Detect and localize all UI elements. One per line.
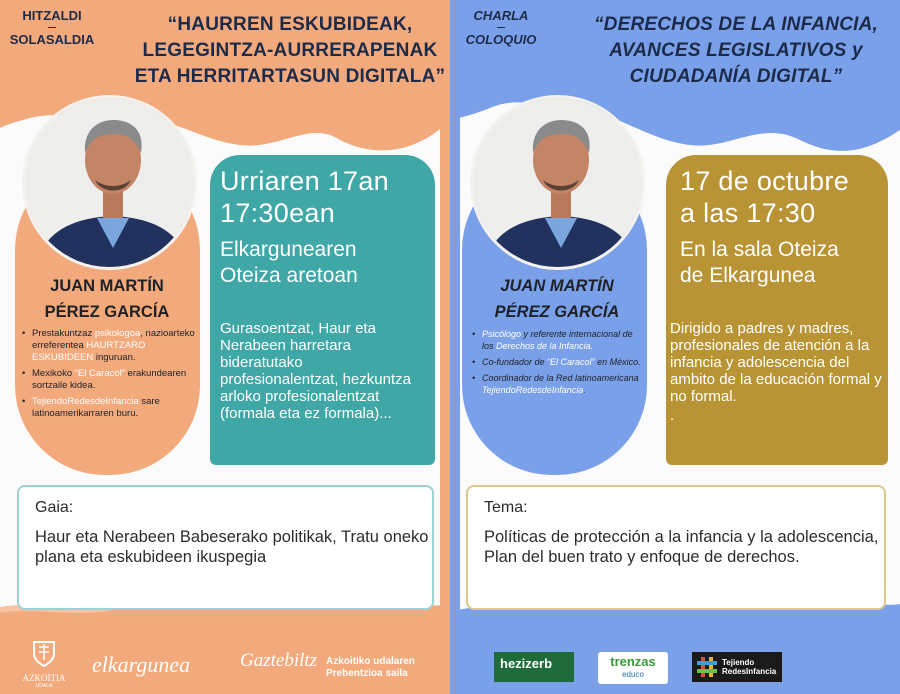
event-date: Urriaren 17an [220,166,389,196]
bio-item: • Psicólogo y referente internacional de los Derechos de la Infancia. [472,328,642,352]
topic-label: Tema: [484,499,528,516]
target-audience: Gurasoentzat, Haur eta Nerabeen harretara bideratutako profesionalentzat, hezkuntza arloko profesionalentzat (formala eta ez formala)... [220,320,411,422]
elkargunea-logo: elkargunea [92,652,191,677]
gaztebiltz-logo: Gaztebiltz [240,650,318,671]
speaker-name-line-1: JUAN MARTÍN [50,277,164,295]
speaker-name [472,273,642,325]
tag-line-2: SOLASALDIA [9,32,95,47]
tag-divider [497,27,505,28]
azkoitia-logo-text: AZKOITIA [22,673,66,683]
speaker-name-line-2: PÉREZ GARCÍA [44,303,170,321]
event-time: 17:30ean [220,198,336,228]
azkoitia-logo [18,638,70,690]
event-place-line-1: En la sala Oteiza [680,238,839,261]
portrait-figure [25,98,197,270]
prevention-logo-line-1: Azkoitiko udalaren [326,656,415,667]
prevention-logo-line-2: Prebentzioa saila [326,668,408,679]
event-time: a las 17:30 [680,198,816,228]
topic-box [17,485,434,610]
event-type-tag [6,6,98,49]
speaker-photo [470,95,645,270]
tag-line-1: CHARLA [473,8,529,23]
event-headline: “HAURREN ESKUBIDEAK, LEGEGINTZA-AURRERAPENAK ETA HERRITARTASUN DIGITALA” [134,14,446,87]
event-date: 17 de octubre [680,166,850,196]
hezizerb-logo [494,652,574,682]
speaker-name-line-2: PÉREZ GARCÍA [494,303,620,321]
panel-spanish [450,0,900,694]
bio-item: • Coordinador de la Red latinoamericana TejiendoRedesdeInfancia. [472,372,642,396]
event-place-line-2: de Elkargunea [680,264,816,287]
bio-item: • Co-fundador de “El Caracol” en México. [472,356,642,368]
trenzas-logo-subtext: educo [622,670,644,679]
coat-of-arms-icon [29,638,59,668]
event-headline: “DERECHOS DE LA INFANCIA, AVANCES LEGISLATIVOS y CIUDADANÍA DIGITAL” [593,14,879,87]
speaker-name [22,273,192,325]
speaker-name-line-1: JUAN MARTÍN [500,277,614,295]
speaker-bio-list [22,328,198,424]
speaker-bio-list [472,328,642,400]
event-place-line-2: Oteiza aretoan [220,264,358,287]
speaker-photo [22,95,197,270]
topic-text: Haur eta Nerabeen Babeserako politikak, Tratu oneko plana eta eskubideen ikuspegia [35,528,429,566]
hezizerb-logo-text: hezizerb [500,656,553,671]
bio-item: • TejiendoRedesdeInfancia sare latinoamerikarraren buru. [22,396,198,420]
trenzas-logo-text: trenzas [610,654,656,669]
target-audience: Dirigido a padres y madres, profesionales de atención a la infancia y adolescencia del ambito de la educación formal y no formal. [670,320,882,405]
hash-icon [696,656,718,678]
date-place-card [666,155,888,465]
date-place-card [210,155,435,465]
portrait-figure [473,98,645,270]
event-type-tag [462,6,540,49]
tejiendo-logo-line-1: Tejiendo [722,658,755,667]
trenzas-logo [598,652,668,684]
azkoitia-prevention-logo [326,656,415,680]
topic-text: Políticas de protección a la infancia y la adolescencia, Plan del buen trato y enfoque de derechos. [484,528,879,566]
tag-line-2: COLOQUIO [465,32,537,47]
tejiendo-logo-line-2: RedesInfancia [722,667,777,676]
tejiendo-redes-logo [692,652,782,682]
topic-box [466,485,886,610]
bio-item: • Mexikoko “El Caracol” erakundearen sortzaile kidea. [22,368,198,392]
tag-divider [48,27,56,28]
event-place-line-1: Elkargunearen [220,238,357,261]
audience-trailing-dot: . [670,407,675,424]
tag-line-1: HITZALDI [22,8,82,23]
topic-label: Gaia: [35,499,74,516]
bio-item: • Prestakuntzaz psikologoa, nazioarteko erreferentea HAURTZARO ESKUBIDEEN inguruan. [22,328,198,364]
azkoitia-logo-subtext: UDALA [35,683,53,689]
